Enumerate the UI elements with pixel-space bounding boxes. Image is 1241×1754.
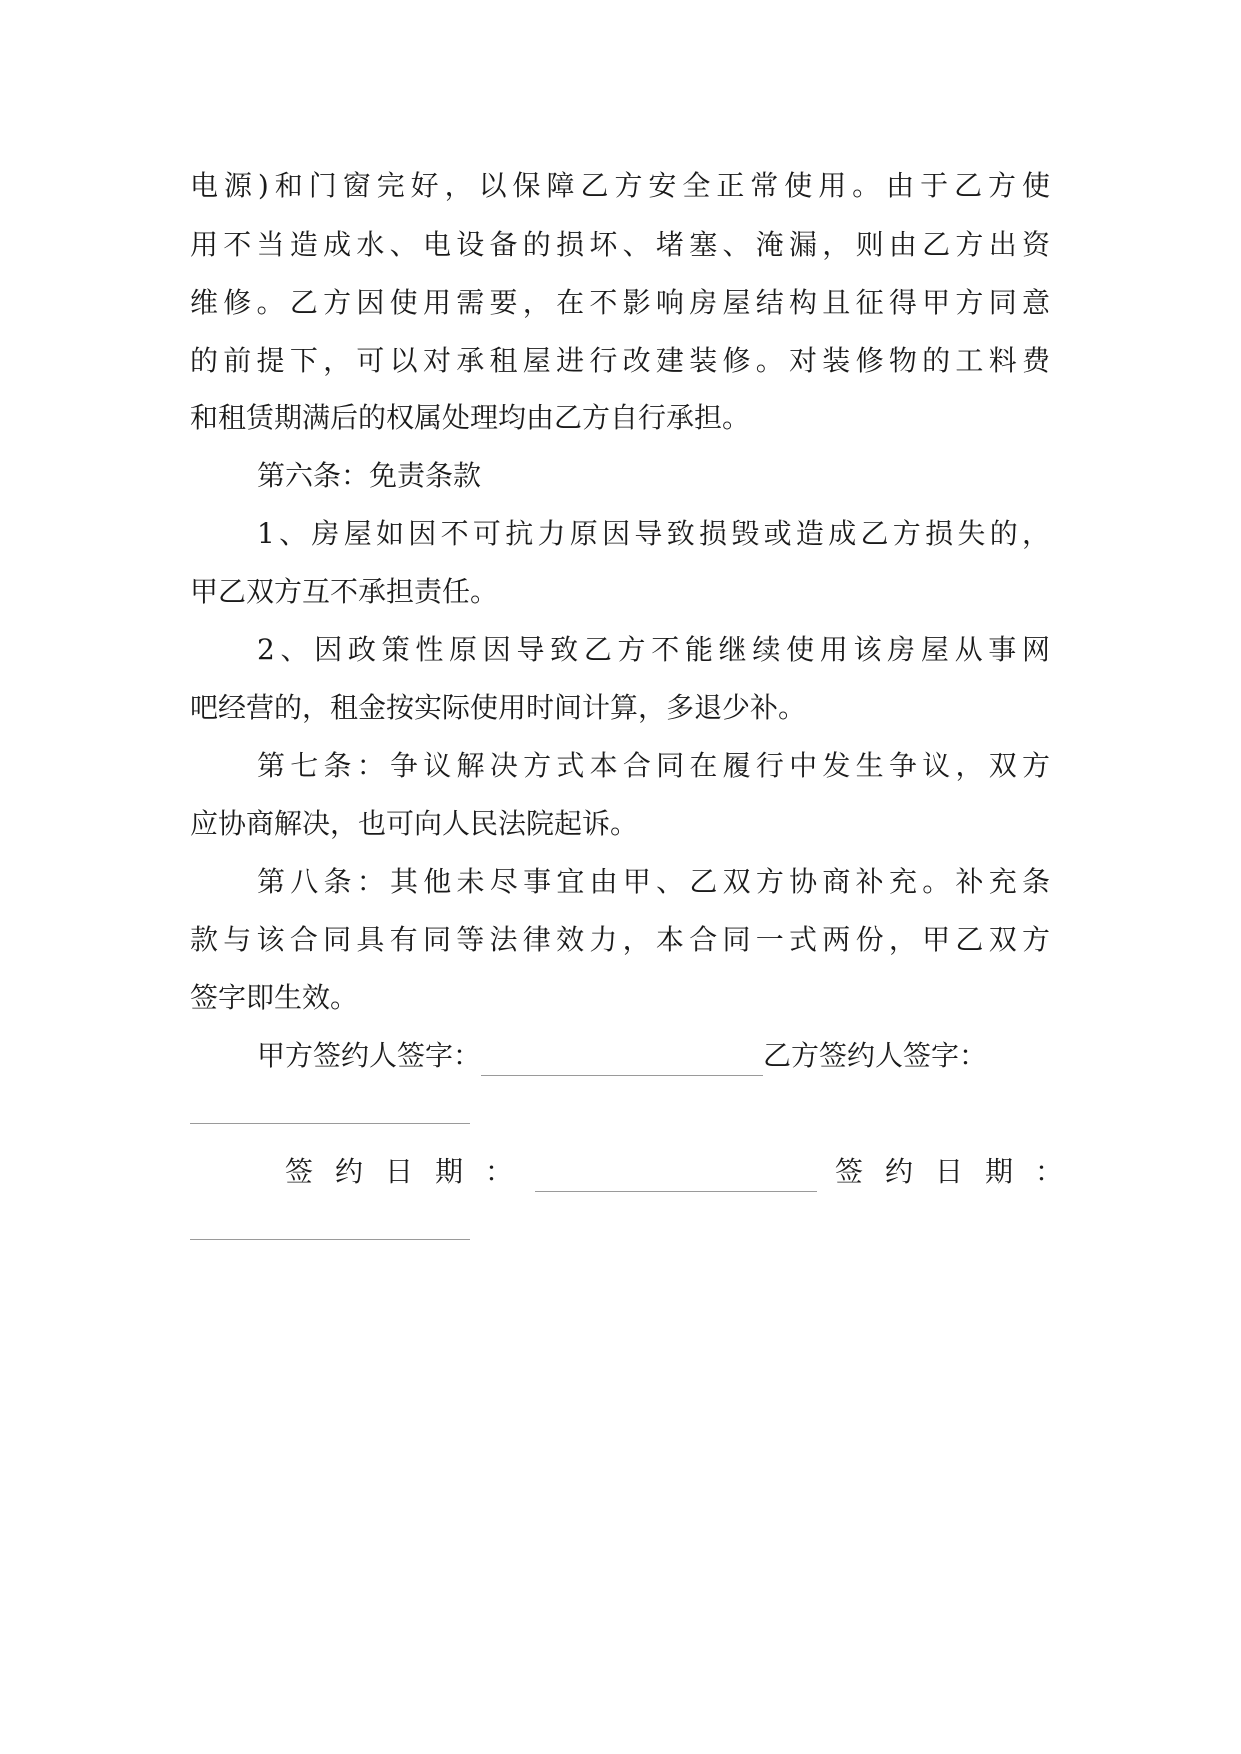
text-line: 和租赁期满后的权属处理均由乙方自行承担。 (190, 401, 751, 434)
text-line: 应协商解决，也可向人民法院起诉。 (190, 807, 639, 840)
party-a-signature-blank (481, 1074, 763, 1076)
party-b-date-label: 签约日期： (835, 1155, 1086, 1188)
date-row (285, 1152, 1085, 1192)
signature-row (257, 1036, 1057, 1076)
party-a-date-label: 签约日期： (285, 1155, 536, 1188)
party-b-signature-blank (190, 1123, 470, 1124)
text-line: 第七条：争议解决方式本合同在履行中发生争议，双方 (257, 749, 1050, 782)
text-line: 甲乙双方互不承担责任。 (190, 575, 499, 608)
text-line: 用不当造成水、电设备的损坏、堵塞、淹漏，则由乙方出资 (190, 228, 1050, 261)
party-a-date-blank (535, 1190, 817, 1192)
text-line: 2、因政策性原因导致乙方不能继续使用该房屋从事网 (257, 633, 1050, 666)
text-line: 款与该合同具有同等法律效力，本合同一式两份，甲乙双方 (190, 923, 1050, 956)
text-line: 维修。乙方因使用需要，在不影响房屋结构且征得甲方同意 (190, 286, 1050, 319)
text-line: 吧经营的，租金按实际使用时间计算，多退少补。 (190, 691, 807, 724)
party-b-signature-label: 乙方签约人签字： (763, 1039, 988, 1072)
article-heading: 第六条：免责条款 (257, 459, 482, 492)
text-line: 第八条：其他未尽事宜由甲、乙双方协商补充。补充条 (257, 865, 1050, 898)
text-line: 签字即生效。 (190, 981, 359, 1014)
party-b-date-blank (190, 1239, 470, 1240)
party-a-signature-label: 甲方签约人签字： (257, 1039, 482, 1072)
text-line: 1、房屋如因不可抗力原因导致损毁或造成乙方损失的， (257, 517, 1050, 550)
text-line: 电源)和门窗完好，以保障乙方安全正常使用。由于乙方使 (190, 169, 1050, 202)
text-line: 的前提下，可以对承租屋进行改建装修。对装修物的工料费 (190, 344, 1050, 377)
